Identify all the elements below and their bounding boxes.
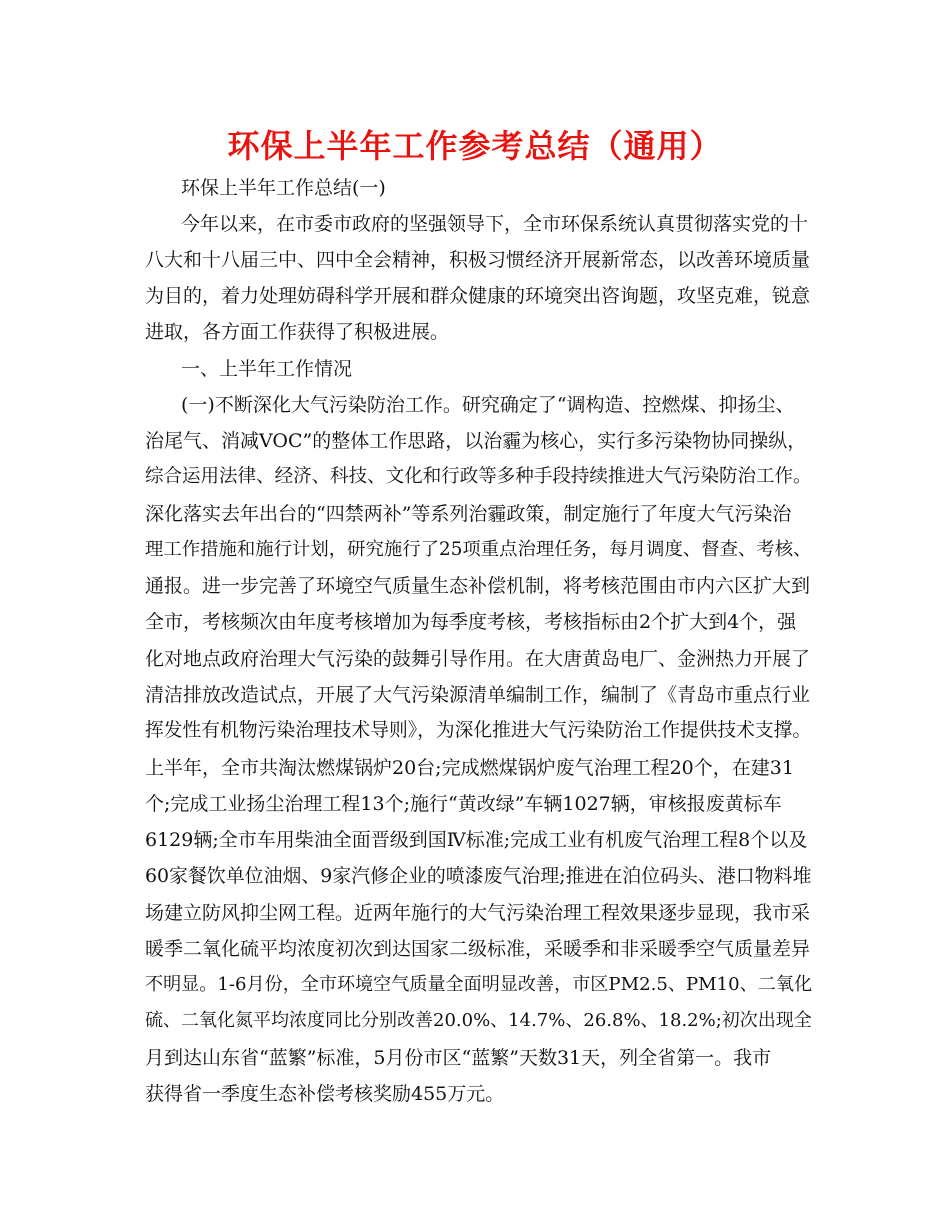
paragraph-line: 暖季二氧化硫平均浓度初次到达国家二级标准，采暖季和非采暖季空气质量差异: [145, 938, 811, 960]
paragraph-line: 场建立防风抑尘网工程。近两年施行的大气污染治理工程效果逐步显现，我市采: [145, 902, 811, 924]
paragraph-line: 个;完成工业扬尘治理工程13个;施行“黄改绿”车辆1027辆，审核报废黄标车: [145, 793, 782, 815]
paragraph-line: 6129辆;全市车用柴油全面晋级到国Ⅳ标准;完成工业有机废气治理工程8个以及: [145, 829, 808, 851]
paragraph-line: 月到达山东省“蓝繁”标准，5月份市区“蓝繁”天数31天，列全省第一。我市: [145, 1047, 772, 1069]
paragraph-line: 60家餐饮单位油烟、9家汽修企业的喷漆废气治理;推进在泊位码头、港口物料堆: [145, 865, 812, 887]
paragraph-line: 上半年，全市共淘汰燃煤锅炉20台;完成燃煤锅炉废气治理工程20个，在建31: [145, 757, 794, 779]
paragraph-line: 化对地点政府治理大气污染的鼓舞引导作用。在大唐黄岛电厂、金洲热力开展了: [145, 648, 811, 670]
paragraph-line: 进取，各方面工作获得了积极进展。: [145, 321, 450, 343]
paragraph-line: 全市，考核频次由年度考核增加为每季度考核，考核指标由2个扩大到4个，强: [145, 611, 797, 633]
paragraph-line: 理工作措施和施行计划，研究施行了25项重点治理任务，每月调度、督查、考核、: [145, 539, 812, 560]
paragraph-line: 深化落实去年出台的“四禁两补”等系列治霾政策，制定施行了年度大气污染治: [145, 503, 792, 525]
paragraph-line: 挥发性有机物污染治理技术导则》，为深化推进大气污染防治工作提供技术支撑。: [145, 720, 812, 741]
paragraph-line: 获得省一季度生态补偿考核奖励455万元。: [145, 1083, 505, 1105]
document-title: 环保上半年工作参考总结（通用）: [227, 127, 723, 165]
section-subtitle: 环保上半年工作总结(一): [181, 177, 386, 199]
paragraph-line: 通报。进一步完善了环境空气质量生态补偿机制，将考核范围由市内六区扩大到: [145, 575, 811, 597]
paragraph-line: (一)不断深化大气污染防治工作。研究确定了“调构造、控燃煤、抑扬尘、: [181, 394, 795, 416]
paragraph-line: 为目的，着力处理妨碍科学开展和群众健康的环境突出咨询题，攻坚克难，锐意: [145, 285, 811, 307]
paragraph-line: 治尾气、消减VOC”的整体工作思路，以治霾为核心，实行多污染物协同操纵，: [145, 430, 807, 452]
paragraph-line: 综合运用法律、经济、科技、文化和行政等多种手段持续推进大气污染防治工作。: [145, 466, 812, 487]
paragraph-line: 硫、二氧化氮平均浓度同比分别改善20.0%、14.7%、26.8%、18.2%;初次出现全: [145, 1010, 812, 1031]
paragraph-line: 清洁排放改造试点，开展了大气污染源清单编制工作，编制了《青岛市重点行业: [145, 684, 811, 706]
section-heading: 一、上半年工作情况: [181, 358, 353, 380]
paragraph-line: 不明显。1-6月份，全市环境空气质量全面明显改善，市区PM2.5、PM10、二氧化: [145, 974, 813, 995]
paragraph-line: 今年以来，在市委市政府的坚强领导下，全市环保系统认真贯彻落实党的十: [181, 213, 809, 235]
paragraph-line: 八大和十八届三中、四中全会精神，积极习惯经济开展新常态，以改善环境质量: [145, 249, 811, 271]
